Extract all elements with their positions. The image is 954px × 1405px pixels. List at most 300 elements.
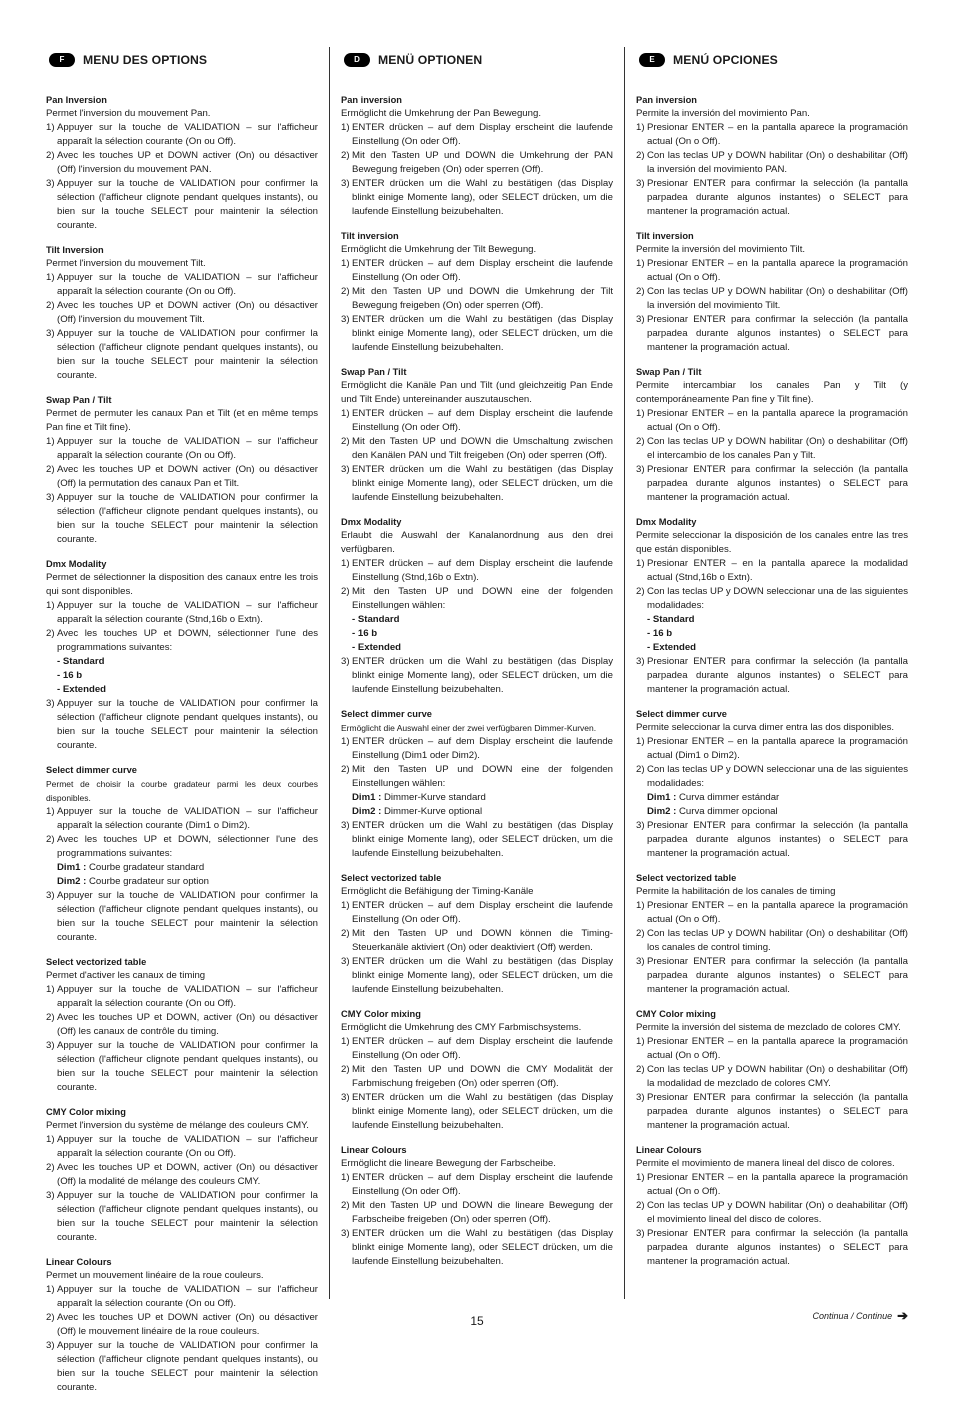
option-value: - 16 b (352, 628, 378, 639)
dimmer-key: Dim2 : (57, 876, 87, 887)
steps-list (636, 655, 908, 697)
item-number: 1) (636, 258, 645, 269)
option-section (636, 515, 908, 697)
section-description: Ermöglicht die Auswahl einer der zwei verfügbaren Dimmer-Kurven. (341, 723, 597, 733)
section-description: Permet de choisir la courbe gradateur parmi les deux courbes disponibles. (46, 779, 318, 803)
list-item (636, 1035, 908, 1063)
item-text: Con las teclas UP y DOWN seleccionar una de las siguientes modalidades: (647, 764, 908, 789)
section-title: Dmx Modality (636, 517, 697, 527)
item-number: 1) (636, 408, 645, 419)
item-text: Presionar ENTER para confirmar la selección (la pantalla parpadea durante algunos instantes) o SELECT para mantener la programación actual. (647, 820, 908, 859)
item-text: Avec les touches UP et DOWN activer (On) ou désactiver (Off) la permutation des canaux Pan et Tilt. (57, 464, 318, 489)
section-description: Permite el movimiento de manera lineal del disco de colores. (636, 1158, 895, 1169)
continue-indicator (813, 1308, 908, 1324)
list-item (46, 983, 318, 1011)
section-title: Tilt Inversion (46, 245, 104, 255)
item-number: 2) (46, 628, 55, 639)
section-description: Erlaubt die Auswahl der Kanalanordnung aus den drei verfügbaren. (341, 530, 613, 555)
steps-list (341, 121, 613, 219)
arrow-right-icon: ➔ (897, 1308, 908, 1323)
steps-list (46, 435, 318, 547)
list-item (636, 407, 908, 435)
list-item (46, 599, 318, 627)
item-text: Avec les touches UP et DOWN, activer (On) ou désactiver (Off) la modalité de mélange des couleurs CMY. (57, 1162, 318, 1187)
column-german (341, 50, 613, 1279)
item-number: 2) (46, 834, 55, 845)
section-title: Dmx Modality (341, 517, 402, 527)
item-text: Appuyer sur la touche de VALIDATION pour confirmer la sélection (l'afficheur clignote pendant quelques instants), ou bien sur la touche SELECT pour maintenir la sélection courante. (57, 1040, 318, 1093)
item-text: ENTER drücken um die Wahl zu bestätigen (das Display blinkt einige Momente lang), oder SELECT drücken, um die laufende Einstellung beizubehalten. (352, 820, 613, 859)
option-section (636, 1007, 908, 1133)
column-divider (329, 47, 330, 1299)
option-section (341, 1143, 613, 1269)
item-text: ENTER drücken um die Wahl zu bestätigen (das Display blinkt einige Momente lang), oder SELECT drücken, um die laufende Einstellung beizubehalten. (352, 956, 613, 995)
option-value: - Extended (57, 684, 107, 695)
option-section (46, 955, 318, 1095)
steps-list (341, 655, 613, 697)
continue-label: Continua / Continue (812, 1311, 893, 1321)
column-header (639, 50, 908, 70)
item-number: 1) (636, 122, 645, 133)
item-text: Avec les touches UP et DOWN, sélectionner l'une des programmations suivantes: (57, 834, 318, 859)
item-text: Con las teclas UP y DOWN habilitar (On) o deahabilitar (Off) el movimiento lineal del disco de colores. (647, 1200, 908, 1225)
column-french (46, 50, 318, 1405)
item-text: ENTER drücken um die Wahl zu bestätigen (das Display blinkt einige Momente lang), oder SELECT drücken, um die laufende Einstellung beizubehalten. (352, 1228, 613, 1267)
list-item (46, 121, 318, 149)
item-text: ENTER drücken um die Wahl zu bestätigen (das Display blinkt einige Momente lang), oder SELECT drücken, um die laufende Einstellung beizubehalten. (352, 1092, 613, 1131)
item-number: 3) (341, 1228, 350, 1239)
list-item (636, 735, 908, 763)
item-number: 3) (46, 178, 55, 189)
steps-list (46, 1133, 318, 1245)
list-item (46, 805, 318, 833)
item-number: 2) (46, 300, 55, 311)
item-text: Presionar ENTER para confirmar la selección (la pantalla parpadea durante algunos instantes) o SELECT para mantener la programación actual. (647, 464, 908, 503)
steps-list (46, 889, 318, 945)
section-description: Permite la inversión del movimiento Pan. (636, 108, 810, 119)
item-text: Presionar ENTER – en la pantalla aparece la modalidad actual (Stnd,16b o Extn). (647, 558, 908, 583)
item-number: 2) (636, 1064, 645, 1075)
item-number: 1) (636, 736, 645, 747)
item-text: ENTER drücken – auf dem Display erscheint die laufende Einstellung (On oder Off). (352, 900, 613, 925)
item-number: 2) (341, 928, 350, 939)
item-number: 1) (636, 900, 645, 911)
item-number: 1) (341, 558, 350, 569)
section-title: Pan inversion (341, 95, 402, 105)
dimmer-value: Curva dimmer opcional (679, 806, 778, 817)
list-item (46, 177, 318, 233)
item-number: 2) (341, 286, 350, 297)
item-text: ENTER drücken – auf dem Display erscheint die laufende Einstellung (Stnd,16b o Extn). (352, 558, 613, 583)
list-item (636, 927, 908, 955)
list-item (341, 927, 613, 955)
item-text: Con las teclas UP y DOWN seleccionar una de las siguientes modalidades: (647, 586, 908, 611)
item-text: ENTER drücken – auf dem Display erscheint die laufende Einstellung (On oder Off). (352, 258, 613, 283)
dimmer-value: Dimmer-Kurve standard (384, 792, 486, 803)
item-number: 3) (46, 1190, 55, 1201)
list-item (341, 149, 613, 177)
steps-list (46, 599, 318, 655)
steps-list (341, 1171, 613, 1269)
item-number: 3) (341, 1092, 350, 1103)
dimmer-value: Curva dimmer estándar (679, 792, 780, 803)
item-text: Presionar ENTER – en la pantalla aparece la programación actual (On o Off). (647, 258, 908, 283)
list-item (341, 735, 613, 763)
list-item (341, 435, 613, 463)
item-number: 1) (46, 272, 55, 283)
list-item (46, 1161, 318, 1189)
item-number: 2) (636, 764, 645, 775)
list-item (341, 1171, 613, 1199)
steps-list (636, 735, 908, 791)
list-item (46, 1339, 318, 1395)
option-section (636, 871, 908, 997)
option-section (341, 515, 613, 697)
item-text: Appuyer sur la touche de VALIDATION pour confirmer la sélection (l'afficheur clignote pendant quelques instants), ou bien sur la touche SELECT pour maintenir la sélection courante. (57, 1190, 318, 1243)
item-text: Mit den Tasten UP und DOWN die Umschaltung zwischen den Kanälen PAN und Tilt freigeben (On) oder sperren (Off). (352, 436, 613, 461)
section-description: Permite seleccionar la curva dimer entra las dos disponibles. (636, 722, 895, 733)
dimmer-value: Dimmer-Kurve optional (384, 806, 483, 817)
item-number: 3) (636, 1228, 645, 1239)
list-item (46, 833, 318, 861)
dimmer-key: Dim2 : (647, 806, 677, 817)
option-section (341, 707, 613, 861)
item-text: Mit den Tasten UP und DOWN die lineare Bewegung der Farbscheibe freigeben (On) oder sperren (Off). (352, 1200, 613, 1225)
item-number: 3) (46, 1340, 55, 1351)
item-text: Presionar ENTER – en la pantalla aparece la programación actual (On o Off). (647, 408, 908, 433)
dimmer-value: Courbe gradateur sur option (89, 876, 209, 887)
item-number: 2) (46, 150, 55, 161)
item-text: ENTER drücken – auf dem Display erscheint die laufende Einstellung (On oder Off). (352, 122, 613, 147)
list-item (46, 697, 318, 753)
dimmer-key: Dim2 : (352, 806, 382, 817)
list-item (46, 463, 318, 491)
item-text: ENTER drücken – auf dem Display erscheint die laufende Einstellung (On oder Off). (352, 1172, 613, 1197)
item-text: Presionar ENTER para confirmar la selección (la pantalla parpadea durante algunos instantes) o SELECT para mantener la programación actual. (647, 956, 908, 995)
item-number: 2) (46, 1312, 55, 1323)
steps-list (46, 1283, 318, 1395)
section-title: Select dimmer curve (46, 765, 137, 775)
language-badge: F (49, 53, 75, 67)
option-section (46, 1105, 318, 1245)
section-title: Select dimmer curve (636, 709, 727, 719)
dimmer-option (341, 805, 613, 819)
list-item (341, 177, 613, 219)
item-number: 2) (341, 586, 350, 597)
column-title: MENÜ OPTIONEN (378, 53, 483, 67)
section-description: Permite seleccionar la disposición de los canales entre las tres que están disponibles. (636, 530, 908, 555)
item-text: Appuyer sur la touche de VALIDATION – sur l'afficheur apparaît la sélection courante (On ou Off). (57, 1284, 318, 1309)
steps-list (636, 819, 908, 861)
steps-list (341, 407, 613, 505)
option-value: - Standard (352, 614, 400, 625)
list-item (636, 819, 908, 861)
item-number: 3) (636, 820, 645, 831)
section-title: Pan Inversion (46, 95, 107, 105)
section-description: Permite la habilitación de los canales de timing (636, 886, 836, 897)
item-text: Avec les touches UP et DOWN activer (On) ou désactiver (Off) l'inversion du mouvement Tilt. (57, 300, 318, 325)
item-text: Con las teclas UP y DOWN habilitar (On) o deshabilitar (Off) la inversión del movimiento Tilt. (647, 286, 908, 311)
list-item (341, 257, 613, 285)
item-number: 1) (46, 984, 55, 995)
list-item (46, 1133, 318, 1161)
list-item (636, 463, 908, 505)
list-item (46, 1011, 318, 1039)
option-section (636, 365, 908, 505)
dimmer-option (636, 791, 908, 805)
option-section (46, 763, 318, 945)
list-item (636, 435, 908, 463)
list-item (341, 121, 613, 149)
item-text: Appuyer sur la touche de VALIDATION – sur l'afficheur apparaît la sélection courante (Dim1 o Dim2). (57, 806, 318, 831)
option-section (341, 93, 613, 219)
list-item (636, 655, 908, 697)
list-item (341, 1035, 613, 1063)
item-text: Mit den Tasten UP und DOWN die Umkehrung der Tilt Bewegung freigeben (On) oder sperren (Off). (352, 286, 613, 311)
item-text: Avec les touches UP et DOWN, sélectionner l'une des programmations suivantes: (57, 628, 318, 653)
item-number: 1) (46, 1134, 55, 1145)
item-number: 2) (341, 436, 350, 447)
steps-list (636, 257, 908, 355)
item-text: Presionar ENTER – en la pantalla aparece la programación actual (On o Off). (647, 1172, 908, 1197)
list-item (46, 299, 318, 327)
item-text: Appuyer sur la touche de VALIDATION pour confirmer la sélection (l'afficheur clignote pendant quelques instants), ou bien sur la touche SELECT pour maintenir la sélection courante. (57, 492, 318, 545)
item-number: 2) (636, 928, 645, 939)
column-spanish (636, 50, 908, 1279)
item-number: 1) (341, 1172, 350, 1183)
section-description: Ermöglicht die Befähigung der Timing-Kanäle (341, 886, 534, 897)
item-number: 2) (46, 464, 55, 475)
item-number: 1) (341, 408, 350, 419)
item-number: 2) (341, 1064, 350, 1075)
list-item (46, 271, 318, 299)
item-number: 1) (46, 122, 55, 133)
item-text: Presionar ENTER – en la pantalla aparece la programación actual (Dim1 o Dim2). (647, 736, 908, 761)
section-description: Permet l'inversion du mouvement Pan. (46, 108, 211, 119)
section-title: Dmx Modality (46, 559, 107, 569)
section-title: Select vectorized table (46, 957, 147, 967)
section-description: Permite la inversión del movimiento Tilt. (636, 244, 806, 255)
option-section (341, 1007, 613, 1133)
item-number: 1) (636, 1172, 645, 1183)
list-item (636, 585, 908, 613)
steps-list (636, 1171, 908, 1269)
item-number: 3) (46, 890, 55, 901)
item-text: Appuyer sur la touche de VALIDATION pour confirmer la sélection (l'afficheur clignote pendant quelques instants), ou bien sur la touche SELECT pour maintenir la sélection courante. (57, 698, 318, 751)
list-item (46, 1283, 318, 1311)
option-section (46, 393, 318, 547)
option-value: - Extended (352, 642, 402, 653)
list-item (341, 955, 613, 997)
item-number: 3) (341, 314, 350, 325)
item-number: 1) (46, 1284, 55, 1295)
dimmer-option (341, 791, 613, 805)
steps-list (341, 819, 613, 861)
item-text: Con las teclas UP y DOWN habilitar (On) o deshabilitar (Off) el intercambio de los canales Pan y Tilt. (647, 436, 908, 461)
list-item (636, 1227, 908, 1269)
section-title: Swap Pan / Tilt (341, 367, 407, 377)
item-number: 3) (636, 956, 645, 967)
list-item (341, 763, 613, 791)
item-number: 1) (341, 736, 350, 747)
option-value: - Extended (647, 642, 697, 653)
list-item (636, 313, 908, 355)
section-description: Permite la inversión del sistema de mezclado de colores CMY. (636, 1022, 901, 1033)
item-number: 3) (46, 1040, 55, 1051)
item-number: 3) (46, 328, 55, 339)
option-value: - 16 b (57, 670, 83, 681)
item-number: 3) (636, 1092, 645, 1103)
dimmer-value: Courbe gradateur standard (89, 862, 205, 873)
item-text: Avec les touches UP et DOWN activer (On) ou désactiver (Off) le mouvement linéaire de la roue couleurs. (57, 1312, 318, 1337)
list-item (341, 899, 613, 927)
list-item (341, 313, 613, 355)
option-section (46, 557, 318, 753)
dimmer-option (46, 861, 318, 875)
section-description: Permet l'inversion du système de mélange des couleurs CMY. (46, 1120, 309, 1131)
section-title: Select vectorized table (341, 873, 442, 883)
item-text: ENTER drücken – auf dem Display erscheint die laufende Einstellung (On oder Off). (352, 1036, 613, 1061)
section-description: Ermöglicht die Umkehrung des CMY Farbmischsystems. (341, 1022, 582, 1033)
dimmer-option (636, 805, 908, 819)
list-item (341, 585, 613, 613)
section-title: Linear Colours (46, 1257, 112, 1267)
section-description: Permet un mouvement linéaire de la roue couleurs. (46, 1270, 264, 1281)
item-text: Mit den Tasten UP und DOWN eine der folgenden Einstellungen wählen: (352, 764, 613, 789)
list-item (636, 149, 908, 177)
dimmer-key: Dim1 : (647, 792, 677, 803)
item-number: 1) (341, 1036, 350, 1047)
item-text: Presionar ENTER para confirmar la selección (la pantalla parpadea durante algunos instantes) o SELECT para mantener la programación actual. (647, 656, 908, 695)
section-title: Swap Pan / Tilt (636, 367, 702, 377)
list-item (341, 819, 613, 861)
item-text: Appuyer sur la touche de VALIDATION – sur l'afficheur apparaît la sélection courante (On ou Off). (57, 272, 318, 297)
item-number: 3) (636, 314, 645, 325)
option-section (636, 707, 908, 861)
item-number: 3) (636, 464, 645, 475)
item-text: Presionar ENTER para confirmar la selección (la pantalla parpadea durante algunos instantes) o SELECT para mantener la programación actual. (647, 1092, 908, 1131)
list-item (46, 889, 318, 945)
steps-list (46, 983, 318, 1095)
option-section (636, 229, 908, 355)
list-item (46, 491, 318, 547)
steps-list (46, 121, 318, 233)
option-section (341, 229, 613, 355)
item-text: Appuyer sur la touche de VALIDATION pour confirmer la sélection (l'afficheur clignote pendant quelques instants), ou bien sur la touche SELECT pour maintenir la sélection courante. (57, 890, 318, 943)
item-text: ENTER drücken – auf dem Display erscheint die laufende Einstellung (Dim1 oder Dim2). (352, 736, 613, 761)
item-text: Mit den Tasten UP und DOWN können die Timing-Steuerkanäle aktiviert (On) oder deaktiviert (Off) werden. (352, 928, 613, 953)
option-section (341, 871, 613, 997)
item-number: 1) (636, 558, 645, 569)
item-number: 3) (341, 956, 350, 967)
column-divider (624, 47, 625, 1299)
option-section (46, 243, 318, 383)
item-number: 3) (341, 820, 350, 831)
option-section (341, 365, 613, 505)
item-number: 2) (341, 764, 350, 775)
list-item (636, 955, 908, 997)
page-number: 15 (470, 1314, 484, 1328)
list-item (46, 435, 318, 463)
item-number: 2) (636, 150, 645, 161)
item-number: 1) (341, 900, 350, 911)
item-text: Appuyer sur la touche de VALIDATION – sur l'afficheur apparaît la sélection courante (On ou Off). (57, 1134, 318, 1159)
section-description: Ermöglicht die Kanäle Pan und Tilt (und gleichzeitig Pan Ende und Tilt Ende) untereinander auszutauschen. (341, 380, 613, 405)
item-text: Presionar ENTER – en la pantalla aparece la programación actual (On o Off). (647, 900, 908, 925)
steps-list (341, 1035, 613, 1133)
section-title: Tilt inversion (341, 231, 399, 241)
section-title: Pan inversion (636, 95, 697, 105)
option-section (46, 93, 318, 233)
steps-list (341, 735, 613, 791)
item-text: Mit den Tasten UP und DOWN die CMY Modalität der Farbmischung freigeben (On) oder sperren (Off). (352, 1064, 613, 1089)
list-item (341, 557, 613, 585)
item-number: 1) (46, 806, 55, 817)
item-number: 2) (636, 286, 645, 297)
steps-list (636, 121, 908, 219)
section-description: Ermöglicht die lineare Bewegung der Farbscheibe. (341, 1158, 556, 1169)
list-item (46, 1189, 318, 1245)
section-title: Swap Pan / Tilt (46, 395, 112, 405)
dimmer-option (46, 875, 318, 889)
column-title: MENÚ OPCIONES (673, 53, 778, 67)
option-value: - 16 b (647, 628, 673, 639)
column-title: MENU DES OPTIONS (83, 53, 208, 67)
list-item (341, 1091, 613, 1133)
item-text: Appuyer sur la touche de VALIDATION – sur l'afficheur apparaît la sélection courante (On ou Off). (57, 984, 318, 1009)
dimmer-key: Dim1 : (57, 862, 87, 873)
section-description: Ermöglicht die Umkehrung der Tilt Bewegung. (341, 244, 537, 255)
item-number: 1) (46, 600, 55, 611)
dimmer-key: Dim1 : (352, 792, 382, 803)
list-item (341, 1199, 613, 1227)
steps-list (636, 1035, 908, 1133)
list-item (341, 1227, 613, 1269)
section-description: Permet de sélectionner la disposition des canaux entre les trois qui sont disponibles. (46, 572, 318, 597)
section-title: Tilt inversion (636, 231, 694, 241)
item-number: 1) (341, 122, 350, 133)
item-number: 3) (636, 178, 645, 189)
item-text: Avec les touches UP et DOWN activer (On) ou désactiver (Off) l'inversion du mouvement PAN. (57, 150, 318, 175)
item-number: 3) (46, 698, 55, 709)
column-header (344, 50, 613, 70)
section-description: Ermöglicht die Umkehrung der Pan Bewegung. (341, 108, 541, 119)
list-item (341, 285, 613, 313)
item-text: ENTER drücken um die Wahl zu bestätigen (das Display blinkt einige Momente lang), oder SELECT drücken, um die laufende Einstellung beizubehalten. (352, 314, 613, 353)
item-text: ENTER drücken um die Wahl zu bestätigen (das Display blinkt einige Momente lang), oder SELECT drücken, um die laufende Einstellung beizubehalten. (352, 464, 613, 503)
item-text: Mit den Tasten UP und DOWN die Umkehrung der PAN Bewegung freigeben (On) oder sperren (Off). (352, 150, 613, 175)
section-title: CMY Color mixing (636, 1009, 716, 1019)
list-item (46, 327, 318, 383)
list-item (636, 121, 908, 149)
item-text: Avec les touches UP et DOWN, activer (On) ou désactiver (Off) les canaux de contrôle du timing. (57, 1012, 318, 1037)
item-text: Presionar ENTER – en la pantalla aparece la programación actual (On o Off). (647, 122, 908, 147)
item-number: 2) (46, 1162, 55, 1173)
item-number: 3) (341, 656, 350, 667)
item-number: 2) (341, 1200, 350, 1211)
item-text: Appuyer sur la touche de VALIDATION – sur l'afficheur apparaît la sélection courante (On ou Off). (57, 122, 318, 147)
item-text: Presionar ENTER – en la pantalla aparece la programación actual (On o Off). (647, 1036, 908, 1061)
item-number: 3) (341, 464, 350, 475)
language-badge: E (639, 53, 665, 67)
list-item (636, 1171, 908, 1199)
list-item (636, 1199, 908, 1227)
steps-list (341, 899, 613, 997)
list-item (46, 627, 318, 655)
item-number: 2) (46, 1012, 55, 1023)
steps-list (341, 557, 613, 613)
section-description: Permet d'activer les canaux de timing (46, 970, 206, 981)
